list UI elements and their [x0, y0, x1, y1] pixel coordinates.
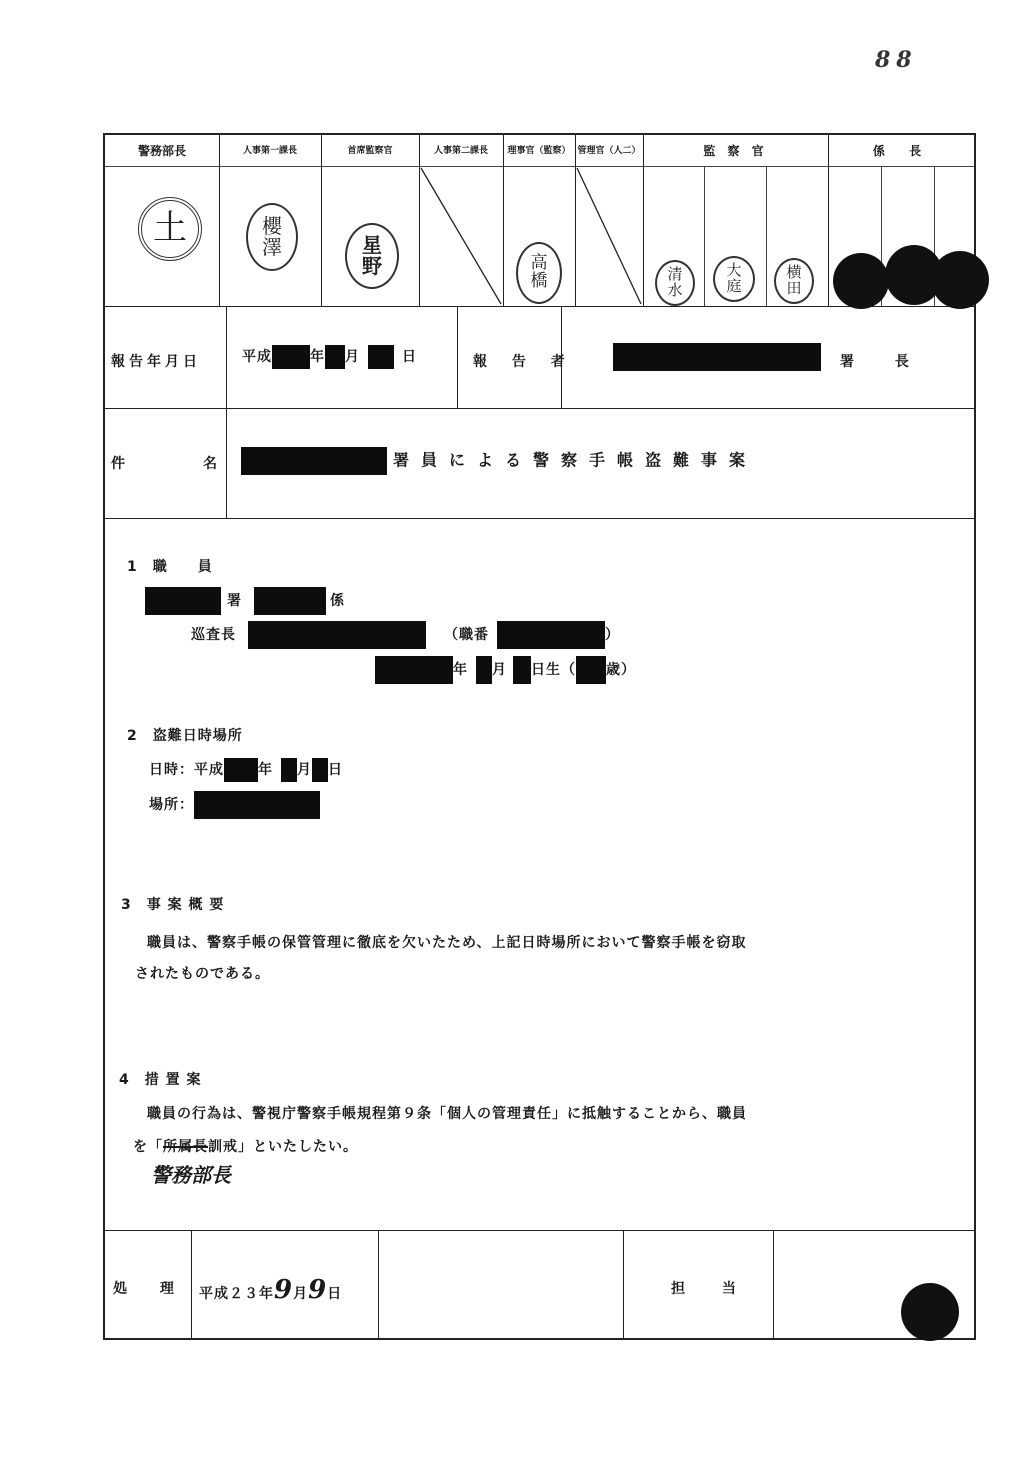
- subject-label-divider: [226, 408, 227, 518]
- approval-row-bottom: [105, 306, 974, 307]
- date-row-bottom: [105, 408, 974, 409]
- redacted-seal: [833, 253, 889, 309]
- empty-cell-slash: [419, 166, 503, 306]
- subject-row-bottom: [105, 518, 974, 519]
- processing-label: 処 理: [113, 1281, 188, 1297]
- seal-stamp: 櫻 澤: [246, 203, 298, 271]
- report-form: [103, 133, 976, 1340]
- employee-station-line: 署 係: [145, 587, 345, 615]
- report-date-value: 平成 年 月 日: [242, 345, 417, 369]
- processing-staff-value-divider: [773, 1230, 774, 1340]
- seal-stamp: 土: [138, 197, 202, 261]
- page-number: 88: [875, 47, 918, 73]
- header-jinji-2: 人事第二課長: [433, 146, 488, 156]
- staff-label: 担 当: [671, 1281, 752, 1297]
- reporter-name-redacted: [613, 343, 821, 371]
- redacted-seal: [931, 251, 989, 309]
- header-kansatsukan: 監 察 官: [703, 144, 768, 158]
- seal-stamp: 清 水: [655, 260, 695, 306]
- theft-place-line: 場所：: [149, 791, 320, 819]
- section-3-heading: 3 事 案 概 要: [121, 897, 225, 913]
- redacted-staff-seal: [901, 1283, 959, 1341]
- header-jinji-1: 人事第一課長: [242, 146, 297, 156]
- seal-stamp: 横 田: [774, 258, 814, 304]
- body-bottom: [105, 1230, 974, 1231]
- struck-text: 所属長: [163, 1139, 208, 1155]
- date-reporter-divider: [457, 306, 458, 408]
- employee-birth-line: 年 月 日生（ 歳）: [375, 656, 636, 684]
- approval-subcol-line: [704, 166, 705, 306]
- seal-stamp: 星 野: [345, 223, 399, 289]
- processing-date: 平成２３年9月9日: [199, 1275, 343, 1305]
- empty-cell-slash: [575, 166, 643, 306]
- header-keimu-buchou: 警務部長: [137, 144, 186, 158]
- subject-label-right: 名: [203, 456, 223, 472]
- header-shuseki-kansatsukan: 首席監察官: [347, 146, 393, 156]
- seal-stamp: 高 橋: [516, 242, 562, 304]
- reporter-label: 報 告 者: [473, 354, 575, 370]
- approval-subcol-line: [766, 166, 767, 306]
- handwritten-correction: 警務部長: [151, 1163, 231, 1187]
- employee-rank-line: 巡査長 （職番 ）: [191, 621, 620, 649]
- header-rijikan: 理事官（監察）: [507, 146, 571, 156]
- reporter-title: 署 長: [840, 354, 927, 370]
- summary-line-1: 職員は、警察手帳の保管管理に徹底を欠いたため、上記日時場所において警察手帳を窃取: [147, 935, 747, 951]
- subject-text: 署員による警察手帳盗難事案: [241, 447, 757, 475]
- measure-line-2: を「所属長訓戒」といたしたい。: [133, 1139, 358, 1155]
- processing-label-divider: [191, 1230, 192, 1340]
- theft-datetime-line: 日時：平成 年 月 日: [149, 758, 343, 782]
- section-2-heading: 2 盗難日時場所: [127, 728, 243, 744]
- summary-line-2: されたものである。: [135, 966, 270, 982]
- processing-date-divider: [378, 1230, 379, 1340]
- date-label-divider: [226, 306, 227, 408]
- processing-staff-divider: [623, 1230, 624, 1340]
- subject-label-left: 件: [111, 456, 131, 472]
- section-4-heading: 4 措 置 案: [119, 1072, 202, 1088]
- header-kanrikan: 管理官（人二）: [577, 146, 641, 156]
- seal-stamp: 大 庭: [713, 256, 755, 302]
- section-1-heading: 1 職 員: [127, 559, 213, 575]
- report-date-label: 報告年月日: [111, 354, 201, 370]
- header-kakarichou: 係 長: [872, 144, 932, 158]
- measure-line-1: 職員の行為は、警視庁警察手帳規程第９条「個人の管理責任」に抵触することから、職員: [147, 1106, 747, 1122]
